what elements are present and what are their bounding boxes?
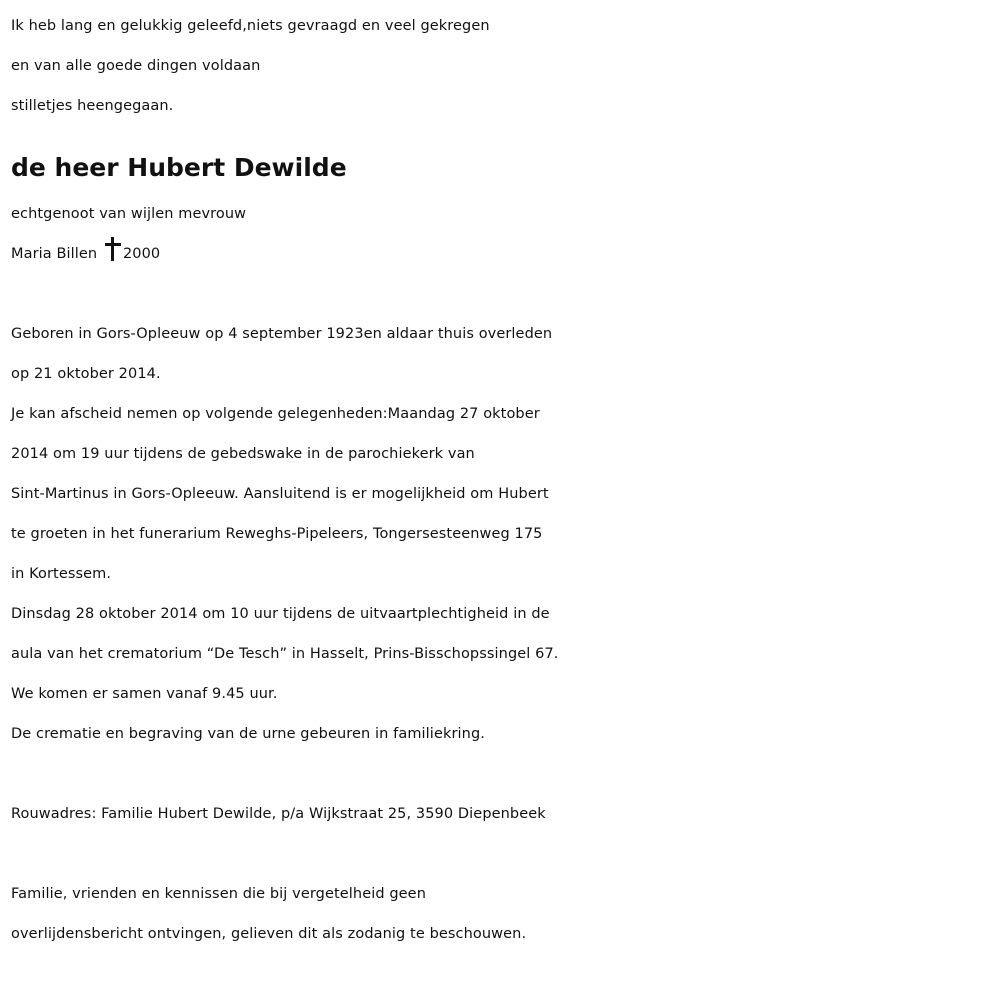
body-line: te groeten in het funerarium Reweghs-Pipeleers, Tongersesteenweg 175: [11, 526, 543, 542]
body-line: 2014 om 19 uur tijdens de gebedswake in de parochiekerk van: [11, 446, 475, 462]
spouse-death-year: 2000: [122, 246, 161, 262]
poem: [11, 6, 996, 126]
body-line: De crematie en begraving van de urne gebeuren in familiekring.: [11, 726, 485, 742]
funeral-details: [11, 314, 996, 754]
poem-line: Ik heb lang en gelukkig geleefd,niets gevraagd en veel gekregen: [11, 18, 490, 34]
body-line: Je kan afscheid nemen op volgende gelegenheden:Maandag 27 oktober: [11, 406, 540, 422]
cross-icon: [105, 237, 121, 261]
spouse-name-line: [11, 234, 996, 274]
obituary-notice: [11, 6, 996, 954]
body-line: op 21 oktober 2014.: [11, 366, 161, 382]
body-line: We komen er samen vanaf 9.45 uur.: [11, 686, 278, 702]
spouse-name: Maria Billen: [11, 246, 98, 262]
body-line: Dinsdag 28 oktober 2014 om 10 uur tijdens de uitvaartplechtigheid in de: [11, 606, 550, 622]
spouse-info: [11, 194, 996, 274]
poem-line: stilletjes heengegaan.: [11, 98, 174, 114]
closing-note: [11, 874, 996, 954]
body-line: in Kortessem.: [11, 566, 112, 582]
spacer: [11, 754, 996, 794]
spouse-line: echtgenoot van wijlen mevrouw: [11, 206, 247, 222]
body-line: aula van het crematorium “De Tesch” in Hasselt, Prins-Bisschopssingel 67.: [11, 646, 559, 662]
closing-line: overlijdensbericht ontvingen, gelieven dit als zodanig te beschouwen.: [11, 926, 527, 942]
poem-line: en van alle goede dingen voldaan: [11, 58, 261, 74]
closing-line: Familie, vrienden en kennissen die bij vergetelheid geen: [11, 886, 426, 902]
deceased-name: de heer Hubert Dewilde: [11, 153, 347, 182]
body-line: Geboren in Gors-Opleeuw op 4 september 1923en aldaar thuis overleden: [11, 326, 553, 342]
spacer: [11, 834, 996, 874]
mourning-address: Rouwadres: Familie Hubert Dewilde, p/a Wijkstraat 25, 3590 Diepenbeek: [11, 806, 546, 822]
body-line: Sint-Martinus in Gors-Opleeuw. Aansluitend is er mogelijkheid om Hubert: [11, 486, 549, 502]
spacer: [11, 274, 996, 314]
